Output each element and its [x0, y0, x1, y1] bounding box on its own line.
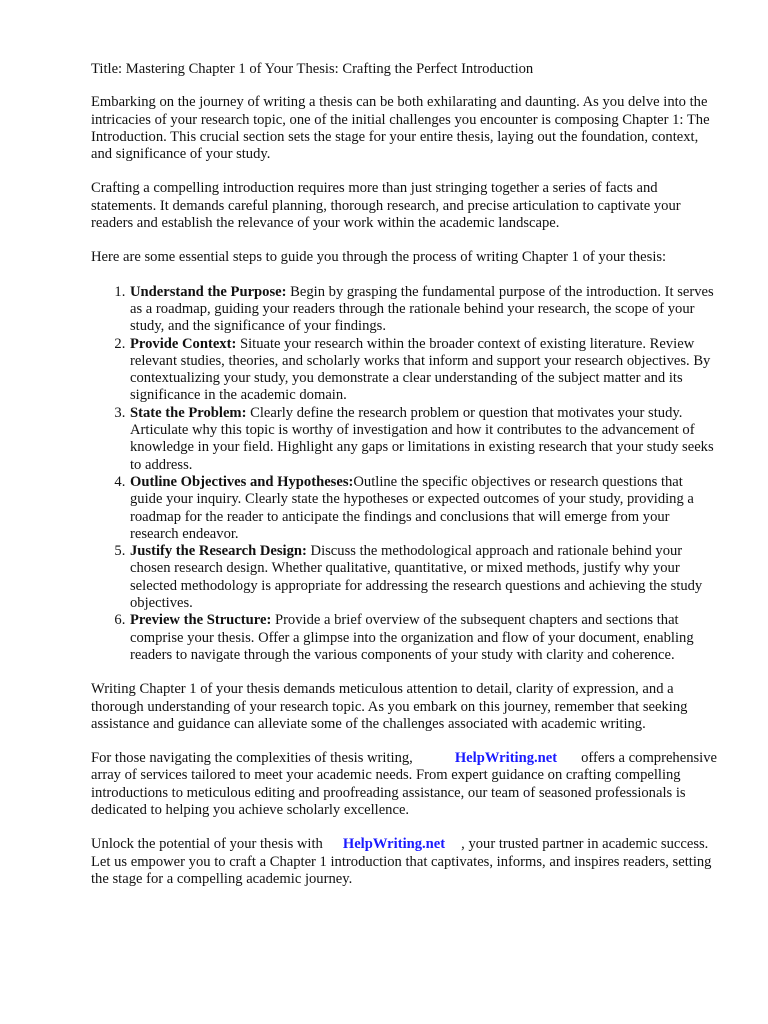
promo-2-before: Unlock the potential of your thesis with [91, 836, 323, 853]
promo-paragraph-2 [91, 836, 717, 888]
step-heading: Outline Objectives and Hypotheses: [130, 473, 354, 490]
intro-paragraph-3: Here are some essential steps to guide you through the process of writing Chapter 1 of your thesis: [91, 249, 667, 266]
step-text: Outline the specific objectives or research questions that guide your inquiry. Clearly state the hypotheses or expected outcomes of your study, providing a roadmap for the reader to anticipate the findings and conclusions that will emerge from your research endeavor. [130, 473, 694, 542]
promo-1-after: offers a comprehensive array of services tailored to meet your academic needs. From expert guidance on crafting compelling introductions to meticulous editing and proofreading assistance, our team of seasoned professionals is dedicated to helping you achieve scholarly excellence. [91, 750, 718, 818]
step-text: Begin by grasping the fundamental purpose of the introduction. It serves as a roadmap, guiding your readers through the rationale behind your research, the scope of your study, and the significance of your findings. [130, 283, 714, 335]
promo-1-before: For those navigating the complexities of thesis writing, [91, 750, 413, 767]
step-heading: Justify the Research Design: [130, 543, 307, 560]
intro-paragraph-1: Embarking on the journey of writing a thesis can be both exhilarating and daunting. As you delve into the intricacies of your research topic, one of the initial challenges you encounter is composing Chapter 1: The Introduction. This crucial section sets the stage for your entire thesis, laying out the foundation, context, and significance of your study. [91, 94, 710, 163]
step-item [129, 405, 717, 474]
steps-list [91, 284, 717, 665]
step-text: Discuss the methodological approach and rationale behind your chosen research design. Whether qualitative, quantitative, or mixed methods, justify why your selected methodology is appropriate for addressing the research questions and achieving the study objectives. [130, 543, 703, 612]
step-item [129, 543, 717, 612]
step-item [129, 474, 717, 543]
document-page [91, 61, 717, 905]
step-text: Provide a brief overview of the subsequent chapters and sections that comprise your thesis. Offer a glimpse into the organization and flow of your document, enabling readers to navigate through the various components of your study with clarity and coherence. [130, 612, 694, 663]
step-heading: Preview the Structure: [130, 612, 272, 629]
closing-paragraph: Writing Chapter 1 of your thesis demands meticulous attention to detail, clarity of expression, and a thorough understanding of your research topic. As you embark on this journey, remember that seeking assistance and guidance can alleviate some of the challenges associated with academic writing. [91, 681, 688, 732]
intro-paragraph-2: Crafting a compelling introduction requires more than just stringing together a series of facts and statements. It demands careful planning, thorough research, and precise articulation to captivate your readers and establish the relevance of your work within the academic landscape. [91, 180, 681, 232]
helpwriting-link-2[interactable]: HelpWriting.net [342, 836, 446, 853]
step-item [129, 336, 717, 405]
document-title: Title: Mastering Chapter 1 of Your Thesis: Crafting the Perfect Introduction [91, 61, 534, 77]
step-text: Situate your research within the broader context of existing literature. Review relevant studies, theories, and scholarly works that inform and support your research objectives. By contextualizing your study, you demonstrate a clear understanding of the subject matter and its significance in the academic domain. [130, 335, 711, 404]
helpwriting-link-1[interactable]: HelpWriting.net [454, 750, 558, 767]
step-heading: State the Problem: [130, 404, 247, 421]
step-item [129, 284, 717, 336]
step-heading: Provide Context: [130, 335, 237, 352]
promo-paragraph-1 [91, 750, 717, 819]
promo-2-after: , your trusted partner in academic success. Let us empower you to craft a Chapter 1 introduction that captivates, informs, and inspires readers, setting the stage for a compelling academic journey. [91, 836, 712, 887]
step-heading: Understand the Purpose: [130, 283, 287, 300]
step-item [129, 612, 717, 664]
step-text: Clearly define the research problem or question that motivates your study. Articulate why this topic is worthy of investigation and how it contributes to the advancement of knowledge in your field. Highlight any gaps or limitations in existing research that your study seeks to address. [130, 404, 714, 473]
